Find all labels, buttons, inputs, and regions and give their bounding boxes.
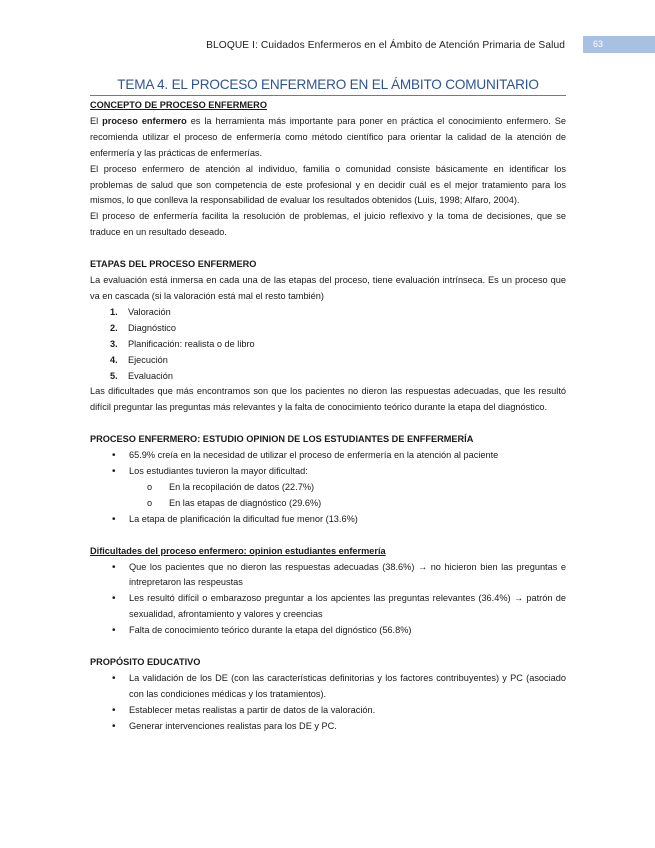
step-label: Valoración <box>128 306 171 317</box>
section-heading-concepto: CONCEPTO DE PROCESO ENFERMERO <box>90 100 267 110</box>
page-header <box>0 36 655 58</box>
section-heading-dificultades: Dificultades del proceso enfermero: opinion estudiantes enfermería <box>90 545 386 556</box>
etapas-outro: Las dificultades que más encontramos son que los pacientes no dieron las respuestas adecuadas, que les resultó difícil preguntar las preguntas más relevantes y la falta de conocimiento teórico durante la etapa del diagnóstico. <box>90 386 566 413</box>
step-label: Evaluación <box>128 370 173 381</box>
list-item <box>90 337 566 353</box>
list-item <box>90 719 566 735</box>
step-label: Diagnóstico <box>128 322 177 333</box>
sub-bullet-text: En la recopilación de datos (22.7%) <box>169 481 315 492</box>
bullet-icon: • <box>112 466 116 478</box>
step-label: Planificación: realista o de libro <box>128 338 255 349</box>
spacer <box>90 528 566 544</box>
dificultades-list <box>90 560 566 640</box>
sub-bullet-text: En las etapas de diagnóstico (29.6%) <box>169 497 322 508</box>
spacer <box>90 416 566 432</box>
list-item <box>90 703 566 719</box>
section-heading-etapas: ETAPAS DEL PROCESO ENFERMERO <box>90 259 257 270</box>
document-body <box>90 98 566 735</box>
list-item <box>90 671 566 703</box>
bullet-icon: • <box>112 561 116 573</box>
bullet-icon: • <box>112 593 116 605</box>
bullet-icon: • <box>112 720 116 732</box>
spacer <box>90 241 566 257</box>
sub-list-item <box>129 480 566 496</box>
spacer <box>90 639 566 655</box>
concepto-p1-post: es la herramienta más importante para poner en práctica el conocimiento enfermero. Se recomienda utilizar el proceso de enfermería como método científico para orientar la calidad de la atención de enfermería y las prácticas de enfermerías. <box>90 115 566 158</box>
step-label: Ejecución <box>128 354 168 365</box>
list-item <box>90 623 566 639</box>
bullet-text: Establecer metas realistas a partir de datos de la valoración. <box>129 704 376 715</box>
list-item <box>90 321 566 337</box>
running-header: BLOQUE I: Cuidados Enfermeros en el Ámbito de Atención Primaria de Salud <box>206 40 565 51</box>
bullet-icon: • <box>112 673 116 684</box>
proposito-list <box>90 671 566 735</box>
list-item <box>90 353 566 369</box>
bullet-text: Generar intervenciones realistas para los DE y PC. <box>129 720 337 731</box>
bullet-text: Los estudiantes tuvieron la mayor dificultad: <box>129 466 308 477</box>
concepto-paragraph-2: El proceso enfermero de atención al individuo, familia o comunidad consiste básicamente en identificar los problemas de salud que son competencia de este profesional y en decidir cuál es el mejor tratamiento para los mismos, lo que conlleva la responsabilidad de evaluar los resultados obtenidos (Luis, 1998; Alfaro, 2004). <box>90 163 566 206</box>
section-heading-estudio: PROCESO ENFERMERO: ESTUDIO OPINION DE LOS ESTUDIANTES DE ENFFERMERÍA <box>90 434 474 445</box>
concepto-paragraph-3: El proceso de enfermería facilita la resolución de problemas, el juicio reflexivo y la toma de decisiones, que se traduce en un resultado deseado. <box>90 211 566 238</box>
estudio-list <box>90 448 566 528</box>
list-item <box>90 512 566 528</box>
list-item <box>90 305 566 321</box>
step-number: 2. <box>110 322 118 333</box>
step-number: 5. <box>110 370 118 381</box>
etapas-list <box>90 305 566 385</box>
bullet-text: 65.9% creía en la necesidad de utilizar el proceso de enfermería en la atención al paciente <box>129 450 499 461</box>
list-item <box>90 464 566 512</box>
bullet-icon: • <box>112 704 116 716</box>
bullet-text: Falta de conocimiento teórico durante la etapa del dignóstico (56.8%) <box>129 625 412 636</box>
circle-bullet-icon: o <box>147 481 153 492</box>
section-heading-proposito: PROPÓSITO EDUCATIVO <box>90 657 201 668</box>
bullet-text: Que los pacientes que no dieron las respuestas adecuadas (38.6%) → no hicieron bien las preguntas e intrepretaron las respeustas <box>129 561 566 588</box>
list-item <box>90 369 566 385</box>
concepto-p1-pre: El <box>90 115 103 126</box>
etapas-intro: La evaluación está inmersa en cada una de las etapas del proceso, tiene evaluación intrínseca. Es un proceso que va en cascada (si la valoración está mal el resto también) <box>90 275 566 301</box>
circle-bullet-icon: o <box>147 497 153 508</box>
concepto-paragraph-1 <box>90 114 566 162</box>
list-item <box>90 591 566 623</box>
bullet-text: La validación de los DE (con las características definitorias y los factores contribuyentes) y PC (asociado con las condiciones médicas y los tratamientos). <box>129 673 566 699</box>
list-item <box>90 448 566 464</box>
list-item <box>90 560 566 592</box>
page-number: 63 <box>583 36 655 53</box>
step-number: 3. <box>110 338 118 349</box>
estudio-sub-list <box>129 480 566 512</box>
bullet-icon: • <box>112 450 116 462</box>
concepto-p1-bold: proceso enfermero <box>102 115 187 126</box>
sub-list-item <box>129 496 566 512</box>
bullet-text: La etapa de planificación la dificultad fue menor (13.6%) <box>129 513 358 524</box>
bullet-icon: • <box>112 513 116 525</box>
step-number: 1. <box>110 306 118 317</box>
step-number: 4. <box>110 354 118 365</box>
bullet-text: Les resultó difícil o embarazoso preguntar a los apcientes las preguntas relevantes (36.4%) → patrón de sexualidad, afrontamiento y valores y creencias <box>129 593 566 620</box>
bullet-icon: • <box>112 625 116 637</box>
title-underline-rule <box>90 95 566 96</box>
page-title: TEMA 4. EL PROCESO ENFERMERO EN EL ÁMBITO COMUNITARIO <box>117 77 539 92</box>
